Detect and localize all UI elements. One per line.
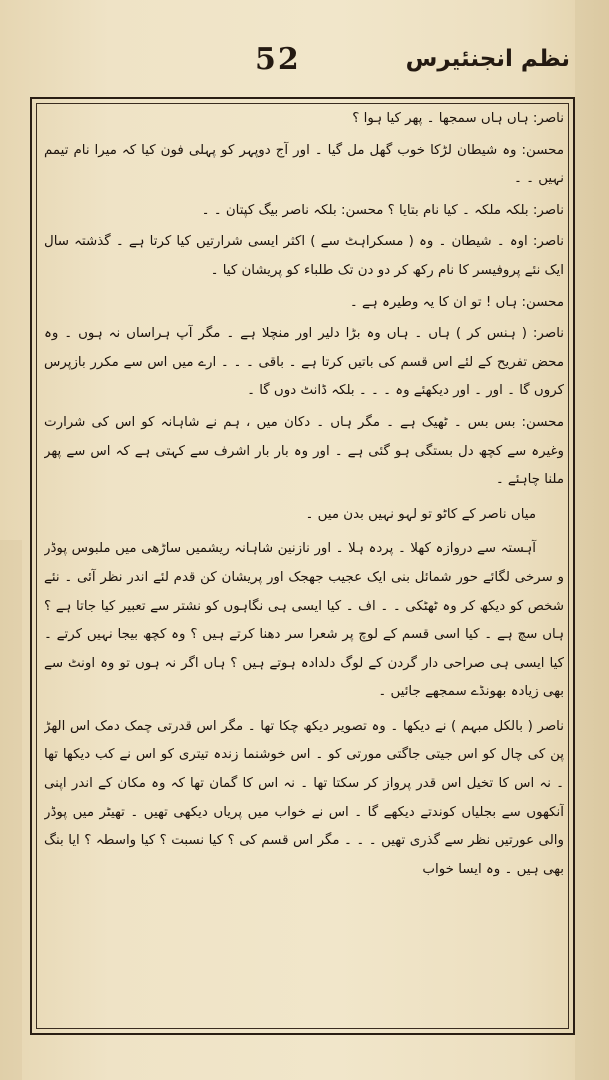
paragraph: میاں ناصر کے کاٹو تو لہو نہیں بدن میں ۔: [305, 506, 536, 522]
paragraph: محسن: وہ شیطان لڑکا خوب گھل مل گیا ۔ اور آج دوپہر کو پہلی فون کیا کہ میرا نام تیمم نہیں ۔ ۔: [44, 142, 564, 187]
paper-stain: [575, 0, 609, 1080]
paragraph: ناصر ( بالکل مبہم ) نے دیکھا ۔ وہ تصویر دیکھ چکا تھا ۔ مگر اس قدرتی چمک دمک اس الھڑ پن کی چال کو اس جیتی جاگتی مورتی کو ۔ اس خوشنما زندہ تیتری کو اس نے کب دیکھا تھا ۔ نہ اس کا تخیل اس قدر پرواز کر سکتا تھا ۔ نہ اس کا گمان تھا کہ وہ مکان کے اندر اپنی آنکھوں سے بجلیاں کوندتے دیکھے گا ۔ اس نے خواب میں پریاں دیکھی تھیں ۔ تھیٹر میں پوڈر والی عورتیں نظر سے گذری تھیں ۔ ۔ ۔ مگر اس قسم کی ؟ کیا نسبت ؟ کیا واسطہ ؟ ایا بنگ بھی ہیں ۔ وہ ایسا خواب: [44, 718, 564, 877]
page-body: [44, 105, 564, 1025]
paper-stain: [0, 540, 22, 1080]
page-number: 52: [255, 42, 301, 77]
paragraph: ناصر: اوہ ۔ شیطان ۔ وہ ( مسکراہٹ سے ) اکثر ایسی شرارتیں کیا کرتا ہے ۔ گذشتہ سال ایک نئے پروفیسر کا نام رکھ کر دو دن تک طلباء کو پریشان کیا ۔: [44, 234, 564, 278]
paragraph: محسن: ہاں ! تو ان کا یہ وطیرہ ہے ۔: [349, 294, 564, 310]
page-header: [40, 40, 570, 88]
paragraph: ناصر: بلکہ ملکہ ۔ کیا نام بتایا ؟ محسن: بلکہ ناصر بیگ کپتان ۔ ۔: [201, 202, 564, 218]
paragraph: ناصر: ہاں ہاں سمجھا ۔ پھر کیا ہوا ؟: [352, 111, 564, 126]
running-head: نظم انجنئیرس: [405, 46, 570, 72]
paragraph: ناصر: ( ہنس کر ) ہاں ۔ ہاں وہ بڑا دلیر اور منچلا ہے ۔ مگر آپ ہراساں نہ ہوں ۔ وہ محض تفریح کے لئے اس قسم کی باتیں کرتا ہے ۔ باقی ۔ ۔ ۔ ارے میں اس سے مکرر بازپرس کروں گا ۔ اور ۔ اور دیکھئے وہ ۔ ۔ ۔ بلکہ ڈانٹ دوں گا ۔: [44, 326, 564, 399]
paragraph: محسن: بس بس ۔ ٹھیک ہے ۔ مگر ہاں ۔ دکان میں ، ہم نے شاہانہ کو اس کی شرارت وغیرہ سے کچھ دل بستگی ہو گئی ہے ۔ اور وہ بار بار اشرف سے کہتی ہے کہ اس سے پھر ملنا چاہئے ۔: [44, 414, 564, 488]
paragraph: آہستہ سے دروازہ کھلا ۔ پردہ ہلا ۔ اور نازنین شاہانہ ریشمیں ساڑھی میں ملبوس پوڈر و سرخی لگائے حور شمائل بنی ایک عجیب جھجک اور پریشان کن قدم لئے اندر نظر آئی ۔ نئے شخص کو دیکھ کر وہ ٹھٹکی ۔ ۔ اف ۔ کیا ایسی ہی نگاہوں کو نشتر سے تعبیر کیا جاتا ہے ؟ ہاں سچ ہے ۔ کیا اسی قسم کے لوچ پر شعرا سر دھنا کرتے ہیں ؟ وہ کچھ بیجا نہیں کرتے ۔ کیا ایسی ہی صراحی دار گردن کے لوگ دلدادہ ہوتے ہیں ؟ ہاں اگر نہ ہوں تو وہ اونٹ سے بھی زیادہ بھونڈے سمجھے جائیں ۔: [44, 541, 564, 700]
